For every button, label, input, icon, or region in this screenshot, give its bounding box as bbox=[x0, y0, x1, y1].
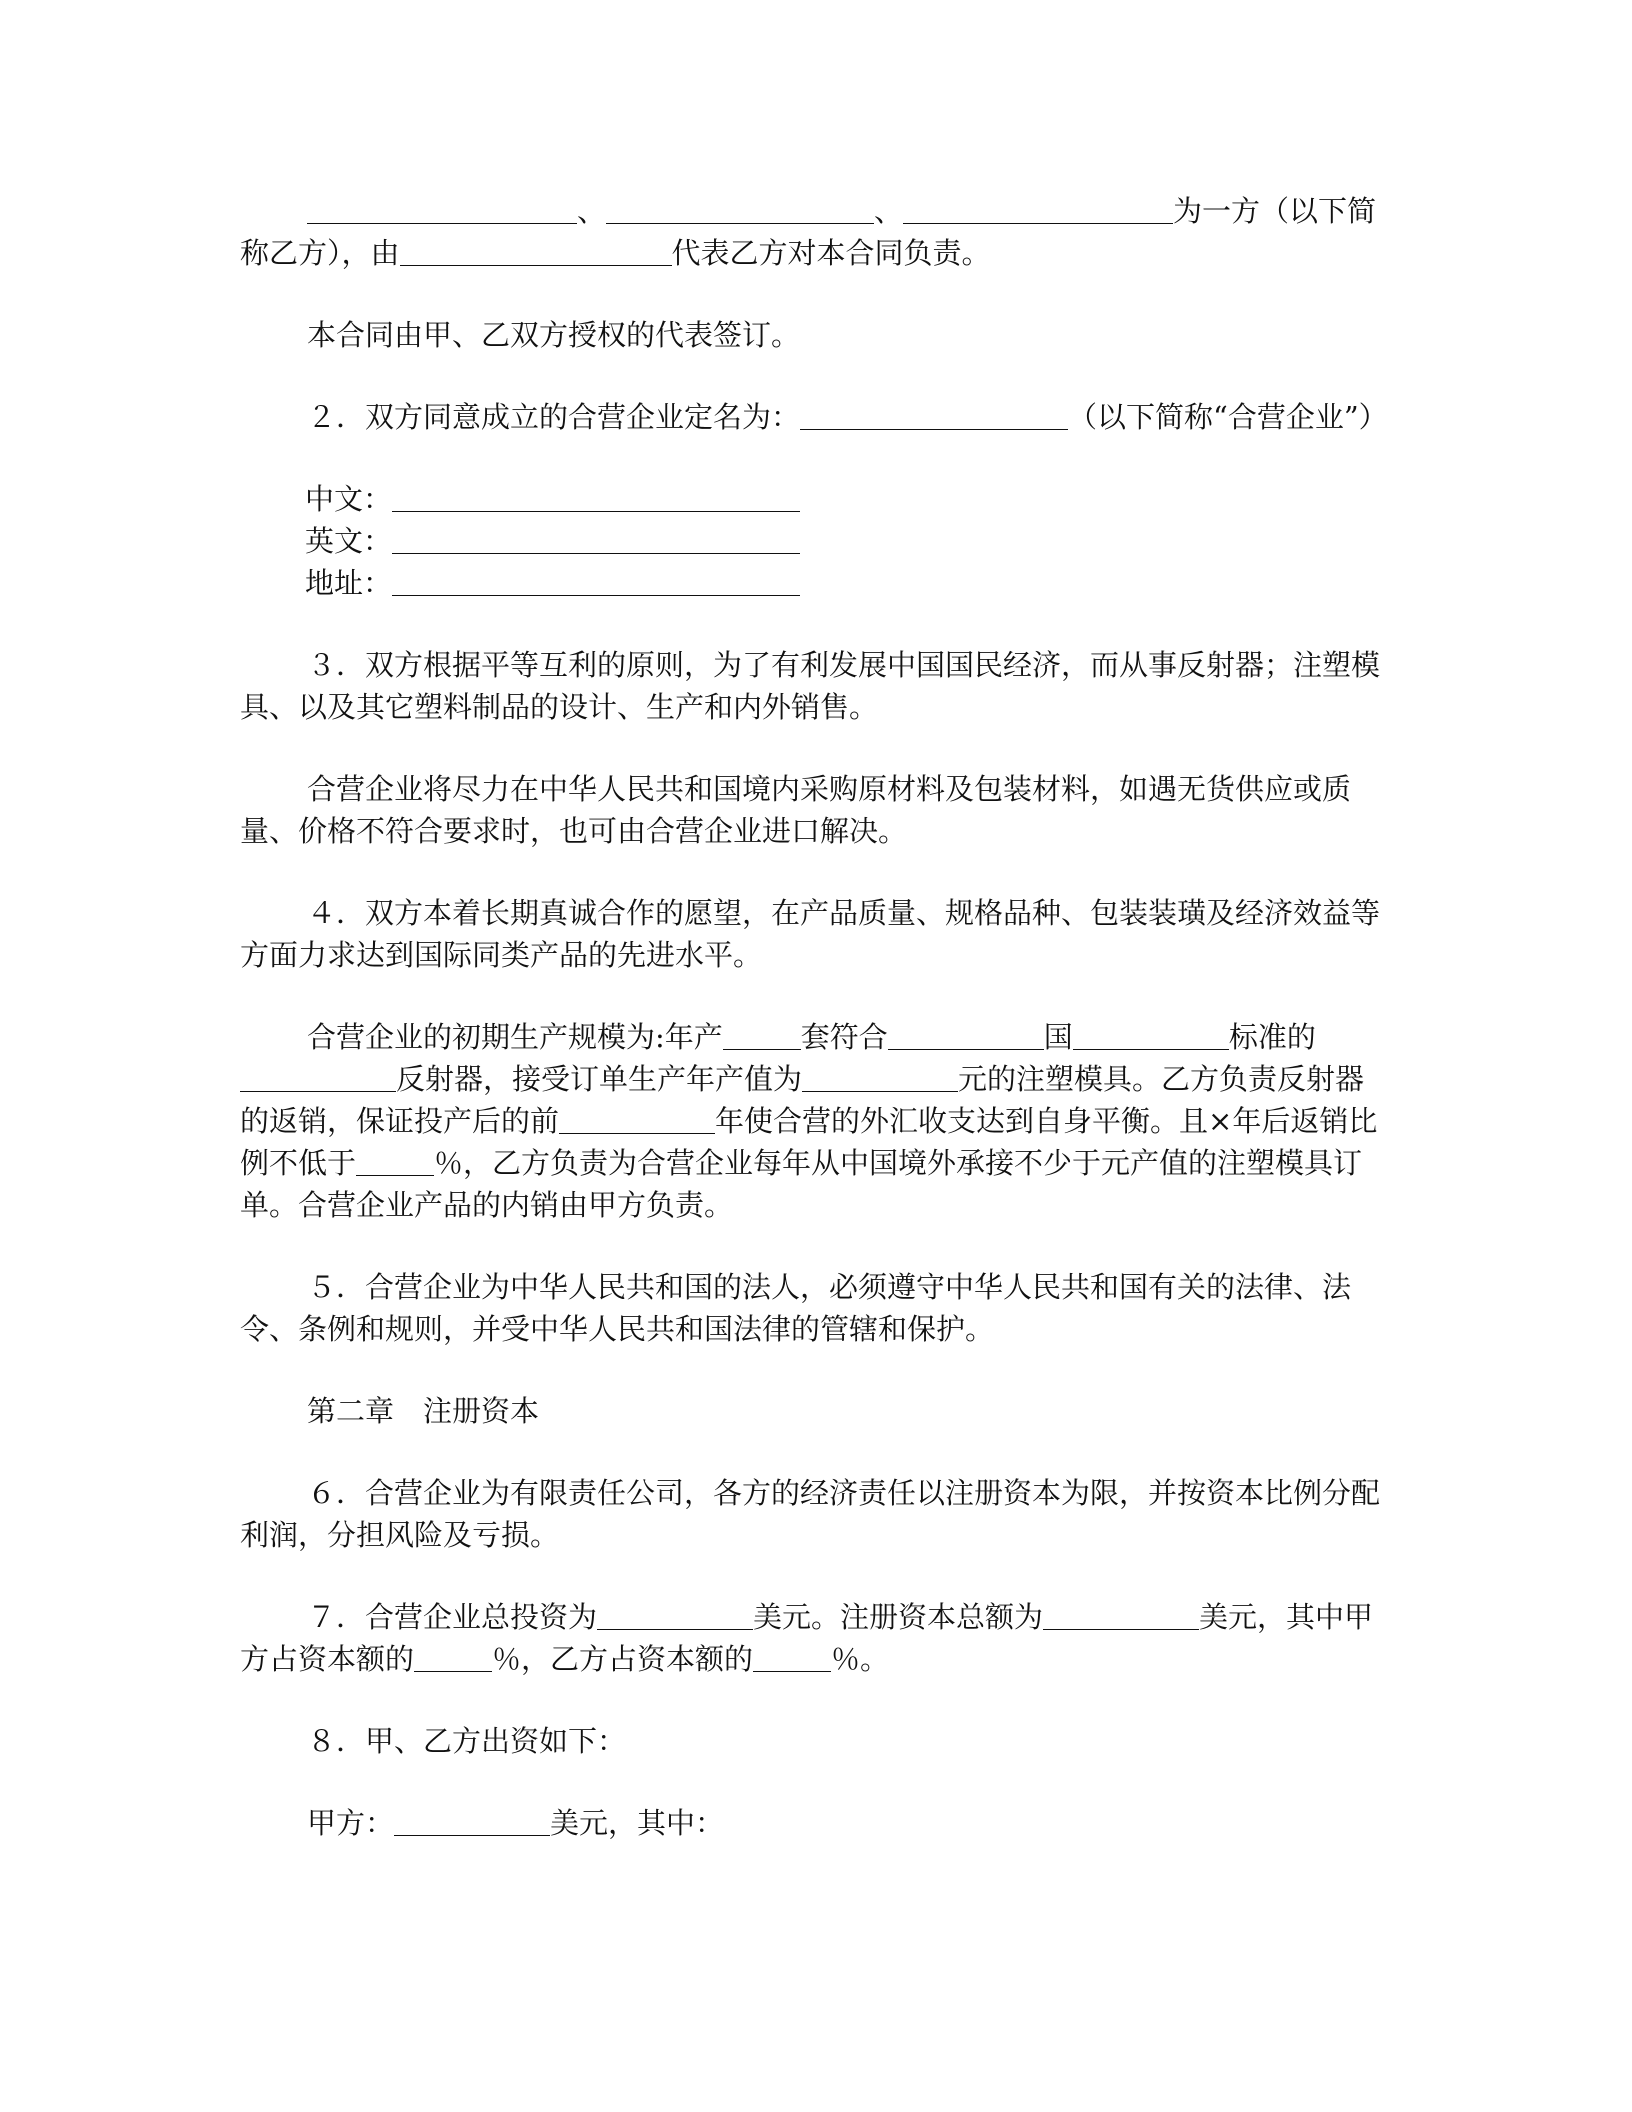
production-scale-paragraph: 合营企业的初期生产规模为:年产 套符合 国 标准的反射器，接受订单生产年产值为 元的注塑模具。乙方负责反射器的返销，保证投产后的前 年使合营的外汇收支达到自身平衡。且×年后返销比例不低于 ％，乙方负责为合营企业每年从中国境外承接不少于元产值的注塑模具订单。合营企业产品的内销由甲方负责。 bbox=[240, 1020, 1378, 1222]
blank-line bbox=[903, 193, 1173, 224]
field-english-name: 英文： bbox=[305, 520, 1390, 562]
clause-2-paragraph: ２．双方同意成立的合营企业定名为： （以下简称“合营企业”） bbox=[307, 400, 1388, 434]
procurement-paragraph: 合营企业将尽力在中华人民共和国境内采购原材料及包装材料，如遇无货供应或质量、价格不符合要求时，也可由合营企业进口解决。 bbox=[240, 772, 1352, 848]
clause-6-paragraph: ６．合营企业为有限责任公司，各方的经济责任以注册资本为限，并按资本比例分配利润，分担风险及亏损。 bbox=[240, 1476, 1381, 1552]
party-a-contribution-line: 甲方： 美元，其中： bbox=[307, 1806, 725, 1840]
clause-4-paragraph: ４．双方本着长期真诚合作的愿望，在产品质量、规格品种、包装装璜及经济效益等方面力求达到国际同类产品的先进水平。 bbox=[240, 896, 1381, 972]
chapter-2-heading: 第二章 注册资本 bbox=[307, 1394, 540, 1428]
blank-line bbox=[394, 1805, 550, 1836]
clause-8-paragraph: ８．甲、乙方出资如下： bbox=[307, 1724, 627, 1758]
authorized-representatives-paragraph: 本合同由甲、乙双方授权的代表签订。 bbox=[307, 318, 801, 352]
blank-line bbox=[392, 481, 800, 512]
party-b-paragraph: 、 、 为一方（以下简称乙方），由 代表乙方对本合同负责。 bbox=[240, 194, 1377, 270]
field-chinese-name: 中文： bbox=[305, 478, 1390, 520]
blank-line bbox=[400, 235, 672, 266]
blank-line bbox=[392, 523, 800, 554]
blank-line bbox=[753, 1641, 831, 1672]
blank-line bbox=[559, 1103, 715, 1134]
field-address: 地址： bbox=[305, 562, 1390, 604]
blank-line bbox=[802, 1061, 958, 1092]
blank-line bbox=[723, 1019, 801, 1050]
clause-7-paragraph: ７．合营企业总投资为 美元。注册资本总额为 美元，其中甲方占资本额的 ％，乙方占资本额的 ％。 bbox=[240, 1600, 1374, 1676]
blank-line bbox=[606, 193, 874, 224]
blank-line bbox=[888, 1019, 1044, 1050]
clause-3-paragraph: ３．双方根据平等互利的原则，为了有利发展中国国民经济，而从事反射器；注塑模具、以及其它塑料制品的设计、生产和内外销售。 bbox=[240, 648, 1381, 724]
blank-line bbox=[392, 565, 800, 596]
blank-line bbox=[307, 193, 577, 224]
blank-line bbox=[597, 1599, 753, 1630]
company-name-fields bbox=[240, 478, 1390, 604]
clause-5-paragraph: ５．合营企业为中华人民共和国的法人，必须遵守中华人民共和国有关的法律、法令、条例和规则，并受中华人民共和国法律的管辖和保护。 bbox=[240, 1270, 1352, 1346]
blank-line bbox=[800, 399, 1068, 430]
blank-line bbox=[1043, 1599, 1199, 1630]
blank-line bbox=[356, 1145, 434, 1176]
blank-line bbox=[240, 1061, 396, 1092]
blank-line bbox=[414, 1641, 492, 1672]
blank-line bbox=[1073, 1019, 1229, 1050]
contract-body bbox=[240, 190, 1390, 1844]
